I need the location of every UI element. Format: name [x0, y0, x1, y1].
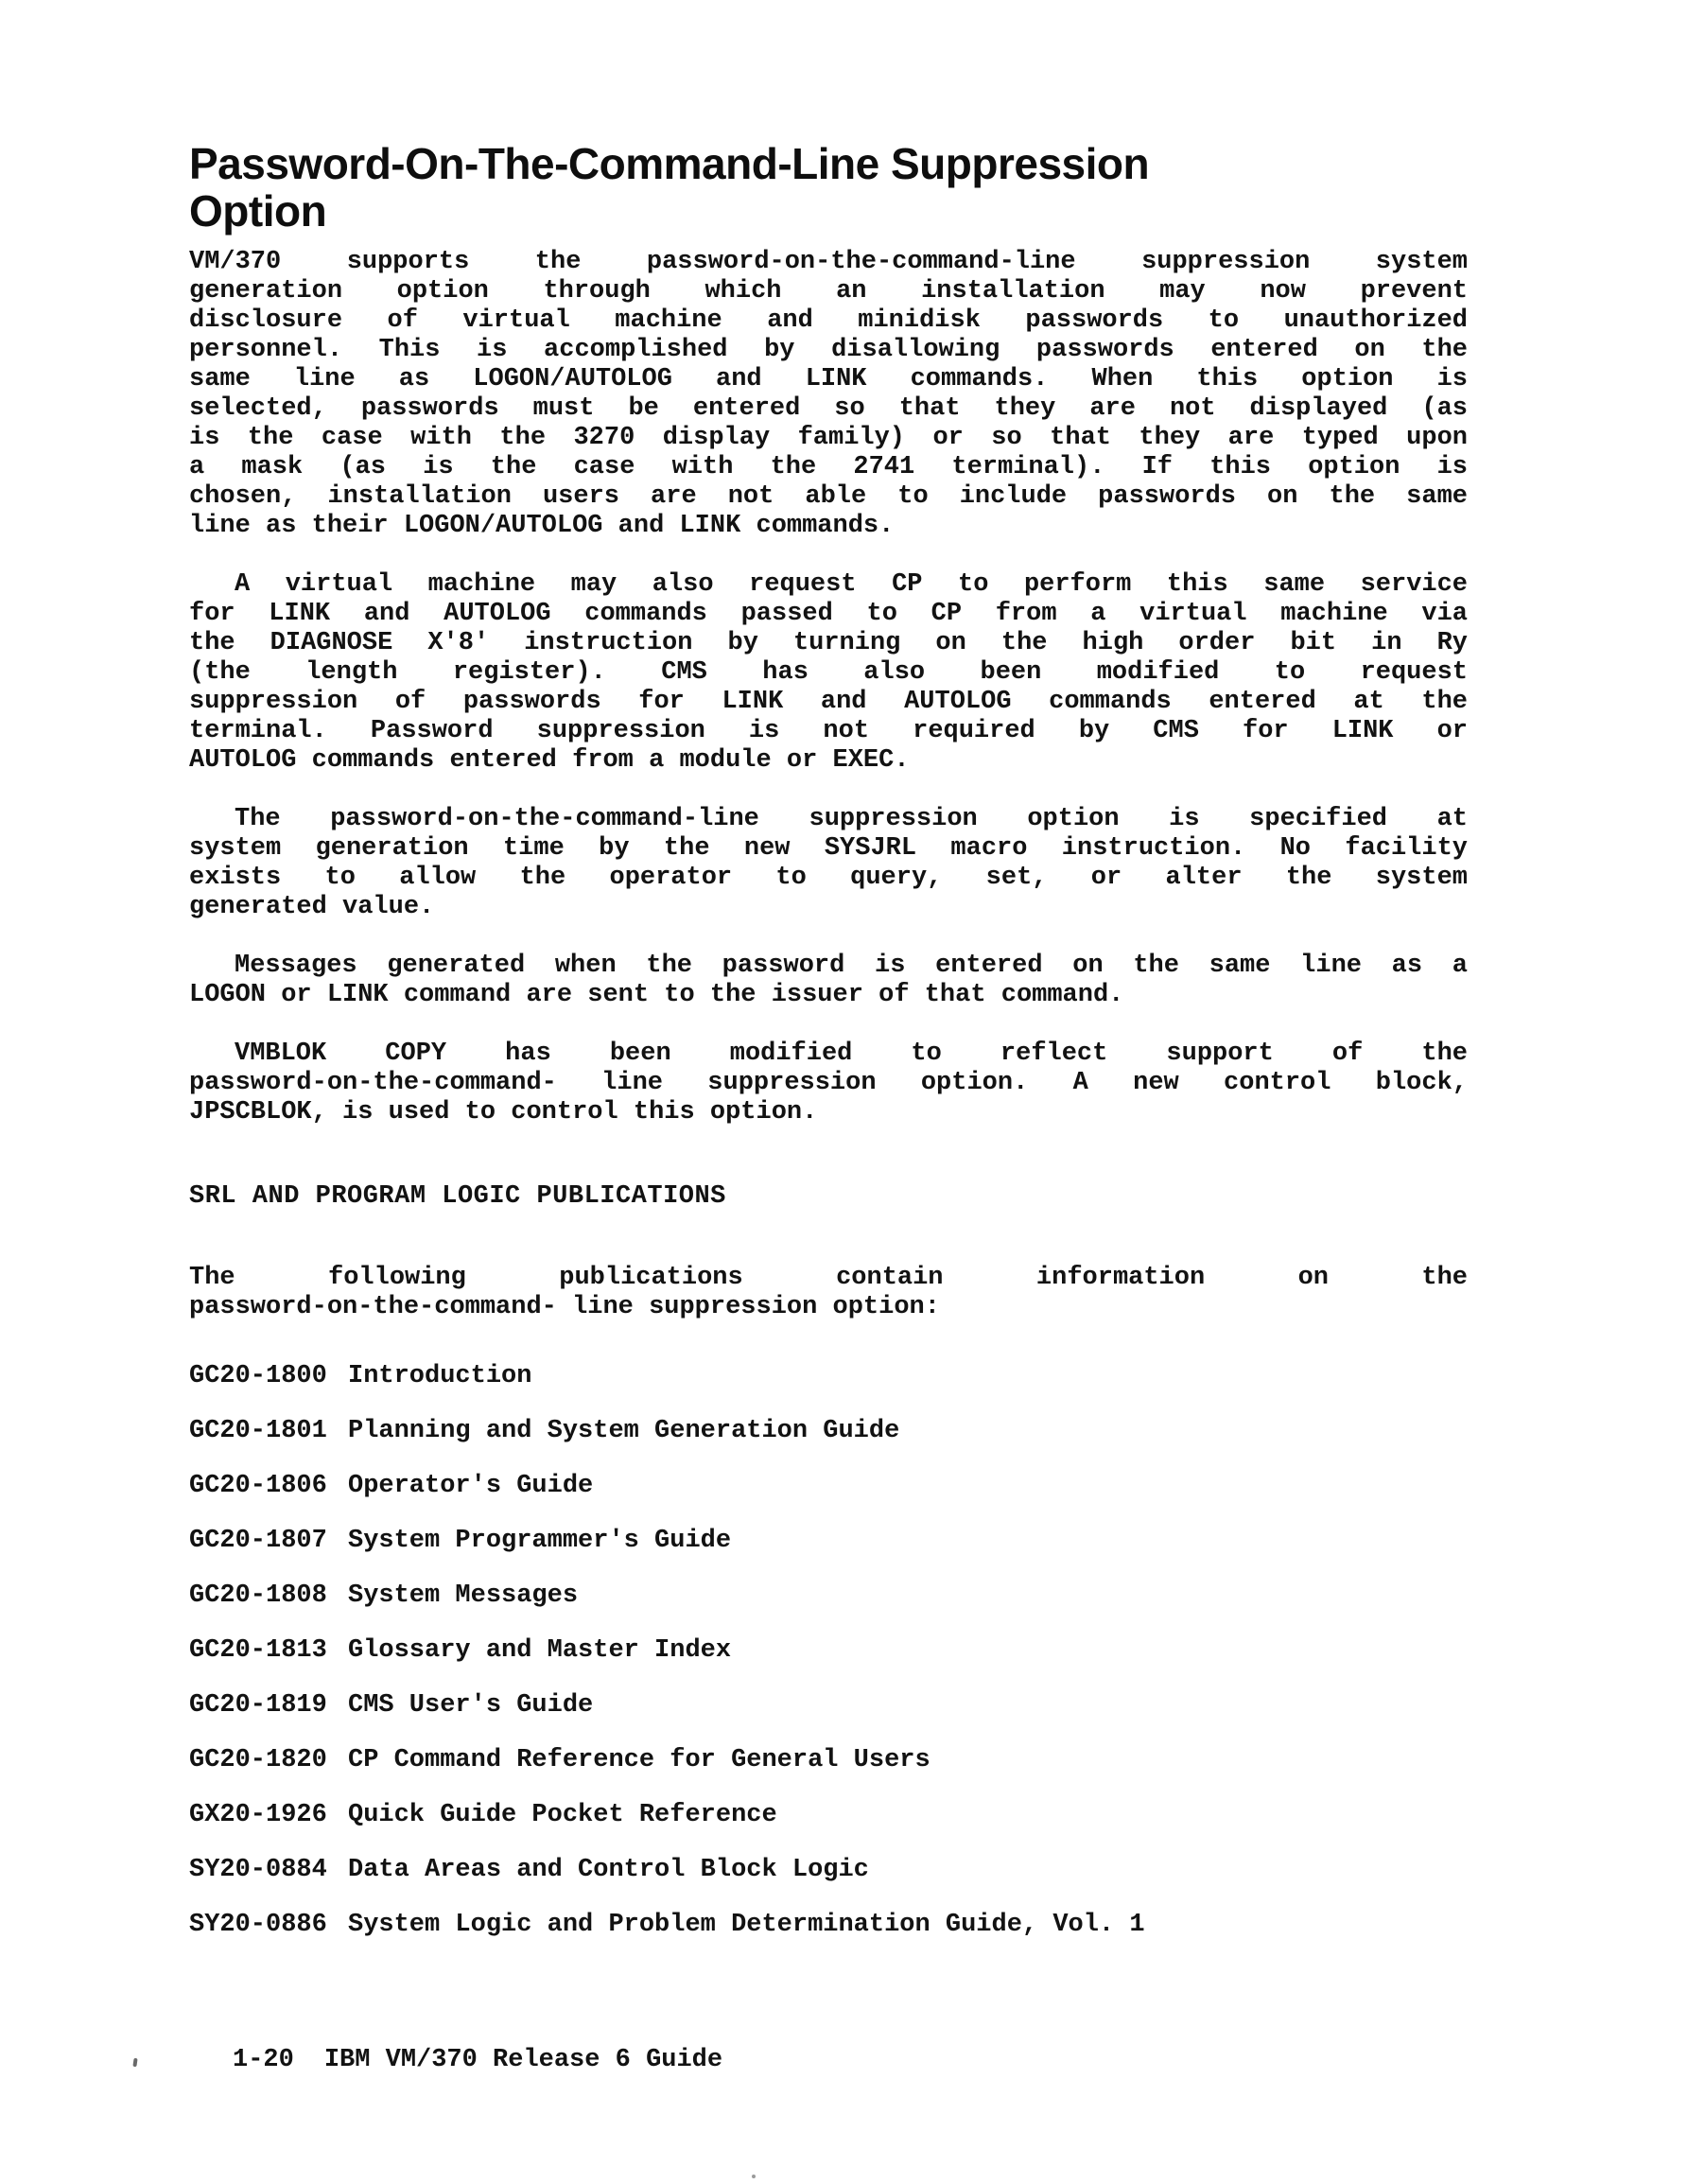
publication-title: Planning and System Generation Guide [348, 1417, 900, 1445]
paragraph [189, 570, 1468, 776]
publication-row [189, 1527, 1468, 1556]
text-line: terminal. Password suppression is not required by CMS for LINK or [189, 717, 1468, 745]
body-paragraphs [189, 248, 1468, 1127]
publication-row [189, 1636, 1468, 1666]
publication-code: SY20-0886 [189, 1911, 327, 1939]
text-line: disclosure of virtual machine and minidisk passwords to unauthorized [189, 306, 1468, 335]
publication-title: CP Command Reference for General Users [348, 1746, 930, 1774]
page-footer [233, 2046, 722, 2075]
doc-title-line: Password-On-The-Command-Line Suppression [189, 139, 1150, 188]
publication-row [189, 1472, 1468, 1501]
publication-code: SY20-0884 [189, 1856, 327, 1884]
footer-page-number: 1-20 [233, 2046, 294, 2074]
paragraph [189, 1264, 1468, 1322]
publication-code: GC20-1800 [189, 1362, 327, 1390]
publication-code: GC20-1801 [189, 1417, 327, 1445]
publication-title: Operator's Guide [348, 1472, 594, 1500]
publication-title: System Logic and Problem Determination Guide, Vol. 1 [348, 1911, 1145, 1939]
text-line: generation option through which an installation may now prevent [189, 277, 1468, 306]
text-line: same line as LOGON/AUTOLOG and LINK commands. When this option is [189, 365, 1468, 393]
footer-text: IBM VM/370 Release 6 Guide [323, 2046, 723, 2074]
publication-title: Glossary and Master Index [348, 1636, 732, 1665]
text-line: suppression of passwords for LINK and AUTOLOG commands entered at the [189, 688, 1468, 716]
publication-row [189, 1417, 1468, 1446]
text-line: Messages generated when the password is entered on the same line as a [235, 952, 1468, 980]
text-line: password-on-the-command- line suppression option: [189, 1293, 940, 1321]
text-line: VM/370 supports the password-on-the-command-line suppression system [189, 248, 1468, 276]
text-line: system generation time by the new SYSJRL macro instruction. No facility [189, 834, 1468, 863]
publication-code: GC20-1813 [189, 1636, 327, 1665]
publication-row [189, 1746, 1468, 1775]
scan-speck-tick [132, 2058, 137, 2067]
text-line: password-on-the-command- line suppression option. A new control block, [189, 1069, 1468, 1097]
publication-code: GC20-1807 [189, 1527, 327, 1555]
publication-code: GC20-1819 [189, 1691, 327, 1720]
publication-row [189, 1911, 1468, 1940]
text-line: chosen, installation users are not able to include passwords on the same [189, 482, 1468, 511]
text-line: AUTOLOG commands entered from a module or EXEC. [189, 746, 910, 775]
publication-row [189, 1691, 1468, 1721]
publication-title: Quick Guide Pocket Reference [348, 1801, 777, 1829]
scan-speck-dot [752, 2175, 756, 2178]
publications-list [189, 1362, 1468, 1940]
text-line: the DIAGNOSE X'8' instruction by turning on the high order bit in Ry [189, 629, 1468, 657]
text-line: LOGON or LINK command are sent to the issuer of that command. [189, 981, 1124, 1009]
paragraph [189, 248, 1468, 541]
publication-code: GX20-1926 [189, 1801, 327, 1829]
text-line: generated value. [189, 893, 435, 921]
publication-code: GC20-1806 [189, 1472, 327, 1500]
text-line: A virtual machine may also request CP to perform this same service [235, 570, 1468, 599]
text-line: is the case with the 3270 display family) or so that they are typed upon [189, 424, 1468, 452]
text-line: (the length register). CMS has also been modified to request [189, 658, 1468, 687]
doc-title [189, 140, 1468, 235]
text-line: JPSCBLOK, is used to control this option. [189, 1098, 818, 1127]
publication-row [189, 1801, 1468, 1830]
publication-row [189, 1362, 1468, 1391]
intro-paragraph [189, 1264, 1468, 1322]
text-line: for LINK and AUTOLOG commands passed to CP from a virtual machine via [189, 600, 1468, 628]
text-line: The password-on-the-command-line suppression option is specified at [235, 805, 1468, 833]
section-heading: SRL AND PROGRAM LOGIC PUBLICATIONS [189, 1182, 726, 1211]
publication-code: GC20-1820 [189, 1746, 327, 1774]
text-line: exists to allow the operator to query, set, or alter the system [189, 864, 1468, 892]
paragraph [189, 952, 1468, 1010]
publication-title: System Messages [348, 1581, 579, 1610]
publication-title: Data Areas and Control Block Logic [348, 1856, 869, 1884]
publication-title: CMS User's Guide [348, 1691, 594, 1720]
page-content [189, 140, 1468, 1940]
text-line: line as their LOGON/AUTOLOG and LINK commands. [189, 512, 895, 540]
text-line: personnel. This is accomplished by disallowing passwords entered on the [189, 336, 1468, 364]
publication-row [189, 1856, 1468, 1885]
publication-title: System Programmer's Guide [348, 1527, 732, 1555]
paragraph [189, 805, 1468, 922]
text-line: VMBLOK COPY has been modified to reflect support of the [235, 1040, 1468, 1068]
doc-title-line: Option [189, 186, 327, 236]
text-line: a mask (as is the case with the 2741 terminal). If this option is [189, 453, 1468, 481]
publication-title: Introduction [348, 1362, 532, 1390]
text-line: selected, passwords must be entered so that they are not displayed (as [189, 394, 1468, 423]
publication-code: GC20-1808 [189, 1581, 327, 1610]
publication-row [189, 1581, 1468, 1611]
text-line: The following publications contain information on the [189, 1264, 1468, 1292]
paragraph [189, 1040, 1468, 1127]
